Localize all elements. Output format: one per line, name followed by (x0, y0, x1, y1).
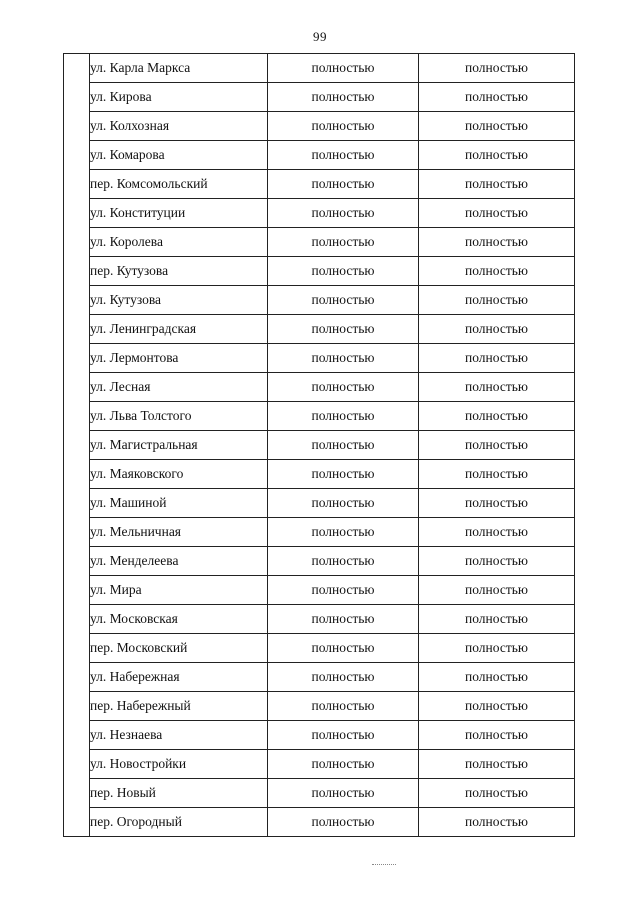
coverage-cell: полностью (419, 576, 575, 605)
coverage-cell: полностью (268, 141, 419, 170)
table-row (64, 286, 575, 315)
table-row (64, 257, 575, 286)
coverage-cell: полностью (268, 228, 419, 257)
index-cell (64, 808, 90, 837)
street-name-cell: ул. Набережная (90, 663, 268, 692)
street-name-cell: ул. Комарова (90, 141, 268, 170)
table-row (64, 547, 575, 576)
coverage-cell: полностью (268, 54, 419, 83)
table-row (64, 518, 575, 547)
coverage-cell: полностью (268, 721, 419, 750)
coverage-cell: полностью (419, 344, 575, 373)
table-row (64, 83, 575, 112)
coverage-cell: полностью (419, 315, 575, 344)
table-row (64, 344, 575, 373)
footer-mark (372, 864, 396, 867)
street-name-cell: пер. Огородный (90, 808, 268, 837)
coverage-cell: полностью (419, 286, 575, 315)
table-row (64, 576, 575, 605)
index-cell (64, 547, 90, 576)
index-cell (64, 605, 90, 634)
coverage-cell: полностью (268, 750, 419, 779)
table-row (64, 663, 575, 692)
street-name-cell: пер. Набережный (90, 692, 268, 721)
coverage-cell: полностью (268, 286, 419, 315)
street-name-cell: ул. Ленинградская (90, 315, 268, 344)
coverage-cell: полностью (419, 460, 575, 489)
street-name-cell: ул. Незнаева (90, 721, 268, 750)
coverage-cell: полностью (268, 547, 419, 576)
street-name-cell: ул. Колхозная (90, 112, 268, 141)
street-name-cell: ул. Лесная (90, 373, 268, 402)
street-name-cell: пер. Московский (90, 634, 268, 663)
index-cell (64, 257, 90, 286)
table-row (64, 460, 575, 489)
index-cell (64, 692, 90, 721)
coverage-cell: полностью (419, 779, 575, 808)
index-cell (64, 199, 90, 228)
coverage-cell: полностью (268, 83, 419, 112)
coverage-cell: полностью (419, 721, 575, 750)
street-name-cell: ул. Новостройки (90, 750, 268, 779)
index-cell (64, 518, 90, 547)
coverage-cell: полностью (419, 141, 575, 170)
coverage-cell: полностью (419, 634, 575, 663)
coverage-cell: полностью (268, 373, 419, 402)
table-row (64, 112, 575, 141)
coverage-cell: полностью (419, 373, 575, 402)
index-cell (64, 228, 90, 257)
coverage-cell: полностью (419, 750, 575, 779)
streets-table (63, 53, 575, 837)
coverage-cell: полностью (268, 489, 419, 518)
street-name-cell: ул. Маяковского (90, 460, 268, 489)
coverage-cell: полностью (419, 257, 575, 286)
coverage-cell: полностью (419, 518, 575, 547)
table-row (64, 808, 575, 837)
table-row (64, 634, 575, 663)
coverage-cell: полностью (419, 83, 575, 112)
coverage-cell: полностью (268, 518, 419, 547)
index-cell (64, 112, 90, 141)
index-cell (64, 286, 90, 315)
table-row (64, 779, 575, 808)
coverage-cell: полностью (268, 634, 419, 663)
coverage-cell: полностью (268, 344, 419, 373)
index-cell (64, 750, 90, 779)
coverage-cell: полностью (419, 692, 575, 721)
index-cell (64, 779, 90, 808)
table-row (64, 54, 575, 83)
coverage-cell: полностью (268, 112, 419, 141)
coverage-cell: полностью (419, 663, 575, 692)
index-cell (64, 315, 90, 344)
coverage-cell: полностью (419, 808, 575, 837)
table-row (64, 489, 575, 518)
coverage-cell: полностью (268, 199, 419, 228)
table-row (64, 721, 575, 750)
table-row (64, 402, 575, 431)
index-cell (64, 721, 90, 750)
coverage-cell: полностью (419, 54, 575, 83)
coverage-cell: полностью (419, 605, 575, 634)
coverage-cell: полностью (419, 228, 575, 257)
street-name-cell: ул. Мира (90, 576, 268, 605)
coverage-cell: полностью (268, 692, 419, 721)
page-number: 99 (313, 29, 327, 44)
coverage-cell: полностью (268, 460, 419, 489)
index-cell (64, 431, 90, 460)
coverage-cell: полностью (419, 547, 575, 576)
index-cell (64, 489, 90, 518)
index-cell (64, 402, 90, 431)
street-name-cell: ул. Кутузова (90, 286, 268, 315)
table-row (64, 605, 575, 634)
coverage-cell: полностью (419, 431, 575, 460)
street-name-cell: пер. Новый (90, 779, 268, 808)
street-name-cell: ул. Менделеева (90, 547, 268, 576)
street-name-cell: ул. Московская (90, 605, 268, 634)
street-name-cell: пер. Кутузова (90, 257, 268, 286)
table-row (64, 199, 575, 228)
index-cell (64, 373, 90, 402)
street-name-cell: ул. Кирова (90, 83, 268, 112)
table-row (64, 141, 575, 170)
table-row (64, 373, 575, 402)
table-row (64, 431, 575, 460)
coverage-cell: полностью (268, 576, 419, 605)
table-row (64, 750, 575, 779)
coverage-cell: полностью (268, 779, 419, 808)
table-row (64, 315, 575, 344)
index-cell (64, 83, 90, 112)
coverage-cell: полностью (268, 605, 419, 634)
table-row (64, 170, 575, 199)
coverage-cell: полностью (268, 402, 419, 431)
table-row (64, 228, 575, 257)
coverage-cell: полностью (268, 170, 419, 199)
street-name-cell: ул. Магистральная (90, 431, 268, 460)
street-name-cell: пер. Комсомольский (90, 170, 268, 199)
coverage-cell: полностью (419, 402, 575, 431)
table-row (64, 692, 575, 721)
index-cell (64, 663, 90, 692)
index-cell (64, 170, 90, 199)
coverage-cell: полностью (419, 489, 575, 518)
index-cell (64, 141, 90, 170)
street-name-cell: ул. Машиной (90, 489, 268, 518)
coverage-cell: полностью (419, 112, 575, 141)
coverage-cell: полностью (268, 431, 419, 460)
street-name-cell: ул. Конституции (90, 199, 268, 228)
coverage-cell: полностью (268, 808, 419, 837)
coverage-cell: полностью (419, 170, 575, 199)
coverage-cell: полностью (268, 257, 419, 286)
coverage-cell: полностью (419, 199, 575, 228)
index-cell (64, 344, 90, 373)
street-name-cell: ул. Мельничная (90, 518, 268, 547)
coverage-cell: полностью (268, 663, 419, 692)
index-cell (64, 54, 90, 83)
street-name-cell: ул. Льва Толстого (90, 402, 268, 431)
index-cell (64, 634, 90, 663)
street-name-cell: ул. Карла Маркса (90, 54, 268, 83)
index-cell (64, 576, 90, 605)
street-name-cell: ул. Королева (90, 228, 268, 257)
street-name-cell: ул. Лермонтова (90, 344, 268, 373)
index-cell (64, 460, 90, 489)
table-body (64, 54, 575, 837)
coverage-cell: полностью (268, 315, 419, 344)
